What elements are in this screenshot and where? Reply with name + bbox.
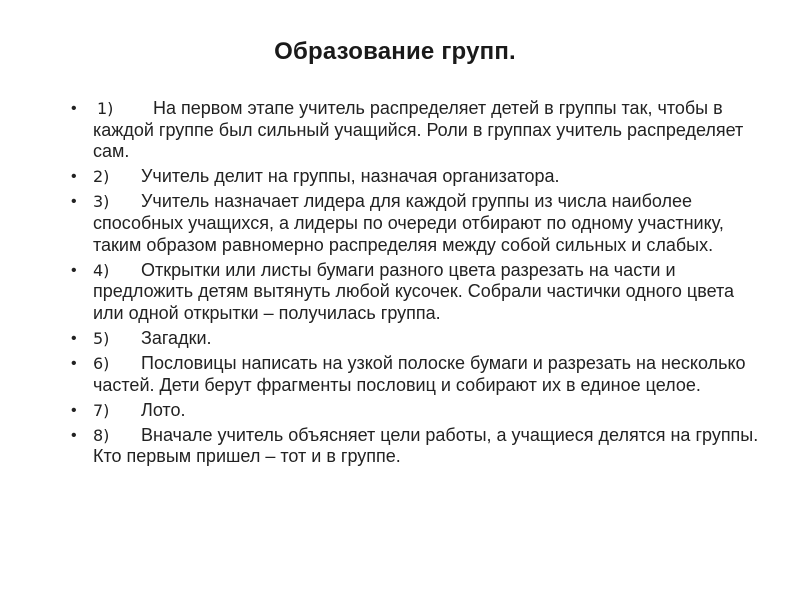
list-item-2 [70, 166, 760, 188]
item-number: 4) [93, 260, 110, 280]
item-number: 5) [93, 328, 110, 348]
list-item-1 [70, 98, 760, 163]
bullet-icon: • [71, 261, 77, 279]
bullet-icon: • [71, 355, 77, 373]
slide-title: Образование групп. [274, 38, 516, 65]
item-text: На первом этапе учитель распределяет детей в группы так, чтобы в каждой группе был сильный учащийся. Роли в группах учитель распределяет сам. [93, 98, 744, 162]
list-item-4 [70, 260, 760, 325]
item-number: 3) [93, 192, 110, 212]
list-item-8 [70, 425, 760, 468]
bullet-icon: • [71, 426, 77, 444]
item-text: Учитель делит на группы, назначая организатора. [141, 166, 560, 187]
item-text: Загадки. [141, 327, 212, 348]
item-text: Открытки или листы бумаги разного цвета разрезать на части и предложить детям вытянуть любой кусочек. Собрали частички одного цвета или одной открытки – получилась группа. [93, 259, 735, 323]
bullet-list [70, 98, 760, 472]
list-item-7 [70, 400, 760, 422]
list-item-5 [70, 328, 760, 350]
item-text: Пословицы написать на узкой полоске бумаги и разрезать на несколько частей. Дети берут фрагменты пословиц и собирают их в единое целое. [93, 353, 746, 395]
item-number: 2) [93, 167, 110, 187]
item-number: 6) [93, 354, 110, 374]
bullet-icon: • [71, 401, 77, 419]
item-number: 1) [97, 99, 114, 118]
bullet-icon: • [71, 329, 77, 347]
item-number: 7) [93, 400, 110, 420]
list-item-3 [70, 191, 760, 256]
item-number: 8) [93, 425, 110, 445]
item-text: Учитель назначает лидера для каждой группы из числа наиболее способных учащихся, а лидеры по очереди отбирают по одному участнику, таким образом равномерно распределяя между собой сильных и слабых. [93, 191, 724, 255]
bullet-icon: • [71, 100, 77, 117]
list-item-6 [70, 353, 760, 396]
item-text: Вначале учитель объясняет цели работы, а учащиеся делятся на группы. Кто первым пришел – тот и в группе. [93, 424, 759, 467]
item-text: Лото. [141, 399, 186, 420]
bullet-icon: • [71, 193, 77, 211]
bullet-icon: • [71, 168, 77, 186]
